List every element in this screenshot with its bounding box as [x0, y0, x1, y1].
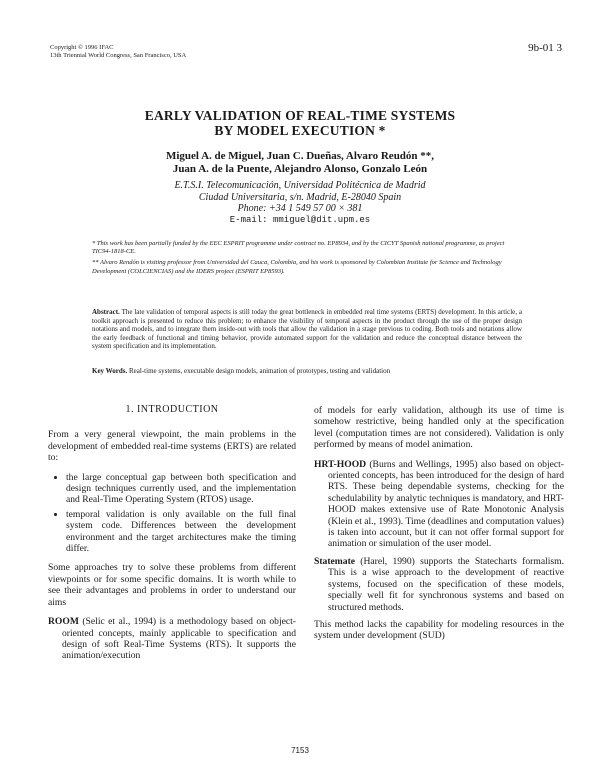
affiliation	[0, 180, 600, 226]
statemate-continuation: This method lacks the capability for modeling resources in the system under development (SUD)	[314, 618, 564, 642]
copyright-notice	[50, 44, 186, 60]
page-number: 7153	[291, 746, 309, 755]
funding-footnotes	[92, 240, 522, 279]
affiliation-email: E-mail: mmiguel@dit.upm.es	[229, 214, 371, 225]
abstract	[92, 308, 522, 351]
term-room-text: (Selic et al., 1994) is a methodology based on object-oriented concepts, mainly applicable to specification and design of soft Real-Time Systems (RTS). It supports the animation/execution	[62, 616, 296, 662]
footnote-2: ** Alvaro Rendón is visiting professor from Universidad del Cauca, Colombia, and his work is sponsored by Colombian Institute for Science and Technology Development (COLCIENCIAS) and the IDERS project (ESPRIT EP8593).	[92, 259, 502, 275]
term-statemate-text: (Harel, 1990) supports the Statecharts formalism. This is a wise approach to the development of reactive systems, focused on the specification of these models, specially well fit for synchronous systems and based on structured methods.	[328, 555, 564, 613]
left-column	[48, 404, 296, 668]
affiliation-line-1: E.T.S.I. Telecomunicación, Universidad Politécnica de Madrid	[174, 180, 426, 191]
problem-list	[48, 472, 296, 555]
paper-title	[0, 108, 600, 138]
authors-line-2: Juan A. de la Puente, Alejandro Alonso, Gonzalo León	[172, 163, 428, 175]
author-list	[0, 150, 600, 176]
term-room-name: ROOM	[48, 616, 79, 628]
authors-line-1: Miguel A. de Miguel, Juan C. Dueñas, Alvaro Reudón **,	[165, 150, 435, 162]
term-hrt-hood-text: (Burns and Wellings, 1995) also based on object-oriented concepts, has been introduced for the design of hard RTS. These being dependable systems, checking for the schedulability by analytic techniques is mandatory, and HRT-HOOD makes extensive use of Rate Monotonic Analysis (Klein et al., 1993). Time (deadlines and computation values) is taken into account, but it can not offer formal support for animation or simulation of the user model.	[328, 458, 564, 550]
term-hrt-hood	[314, 459, 564, 550]
affiliation-phone: Phone: +34 1 549 57 00 × 381	[237, 203, 363, 214]
term-statemate-name: Statemate	[314, 555, 356, 567]
abstract-label: Abstract.	[92, 308, 120, 316]
keywords	[92, 367, 522, 376]
section-heading-introduction: 1. INTRODUCTION	[125, 404, 219, 415]
term-hrt-hood-name: HRT-HOOD	[314, 458, 367, 470]
room-continuation: of models for early validation, although its use of time is somehow restrictive, being handled only at the specification level (computation times are not considered). Validation is only performed by means of model animation.	[314, 405, 564, 451]
title-line-2: BY MODEL EXECUTION *	[214, 123, 386, 138]
affiliation-line-2: Ciudad Universitaria, s/n. Madrid, E-28040 Spain	[198, 191, 402, 203]
problem-item-1: • the large conceptual gap between both specification and design techniques currently used, and the implementation and Real-Time Operating System (RTOS) usage.	[66, 472, 296, 506]
keywords-label: Key Words.	[92, 367, 128, 375]
intro-paragraph-2: Some approaches try to solve these problems from different viewpoints or for some specific domains. It is worth while to see their advantages and problems in order to understand our aims	[48, 562, 296, 608]
term-room	[48, 616, 296, 662]
keywords-text: Real-time systems, executable design models, animation of prototypes, testing and validation	[129, 367, 391, 375]
term-statemate	[314, 556, 564, 613]
right-column	[314, 405, 564, 650]
footnote-1: * This work has been partially funded by the EEC ESPRIT programme under contract no. EP8934, and by the CICYT Spanish national programme, as project TIC94-1818-CE.	[92, 240, 505, 256]
paper-id: 9b-01 3	[528, 42, 562, 54]
title-line-1: EARLY VALIDATION OF REAL-TIME SYSTEMS	[144, 108, 456, 123]
copyright-line-2: 13th Triennial World Congress, San Francisco, USA	[50, 52, 187, 59]
abstract-text: The late validation of temporal aspects is still today the great bottleneck in embedded real time systems (ERTS) development. In this article, a toolkit approach is presented to reduce this problem; to enhance the visibility of temporal aspects in the product through the use of the proper design notations and models, and to integrate them inside-out with tools that allow the validation in a stage previous to coding. Both tools and notations allow the early feedback of functional and timing behavior, provide automated support for the validation and reduce the conceptual distance between the system specification and its implementation.	[92, 308, 522, 351]
problem-item-2: • temporal validation is only available on the full final system code. Differences between the development environment and the target architectures make the timing differ.	[66, 509, 296, 555]
intro-paragraph-1: From a very general viewpoint, the main problems in the development of embedded real-time systems (ERTS) are related to:	[48, 429, 296, 464]
copyright-line-1: Copyright © 1996 IFAC	[50, 44, 114, 51]
